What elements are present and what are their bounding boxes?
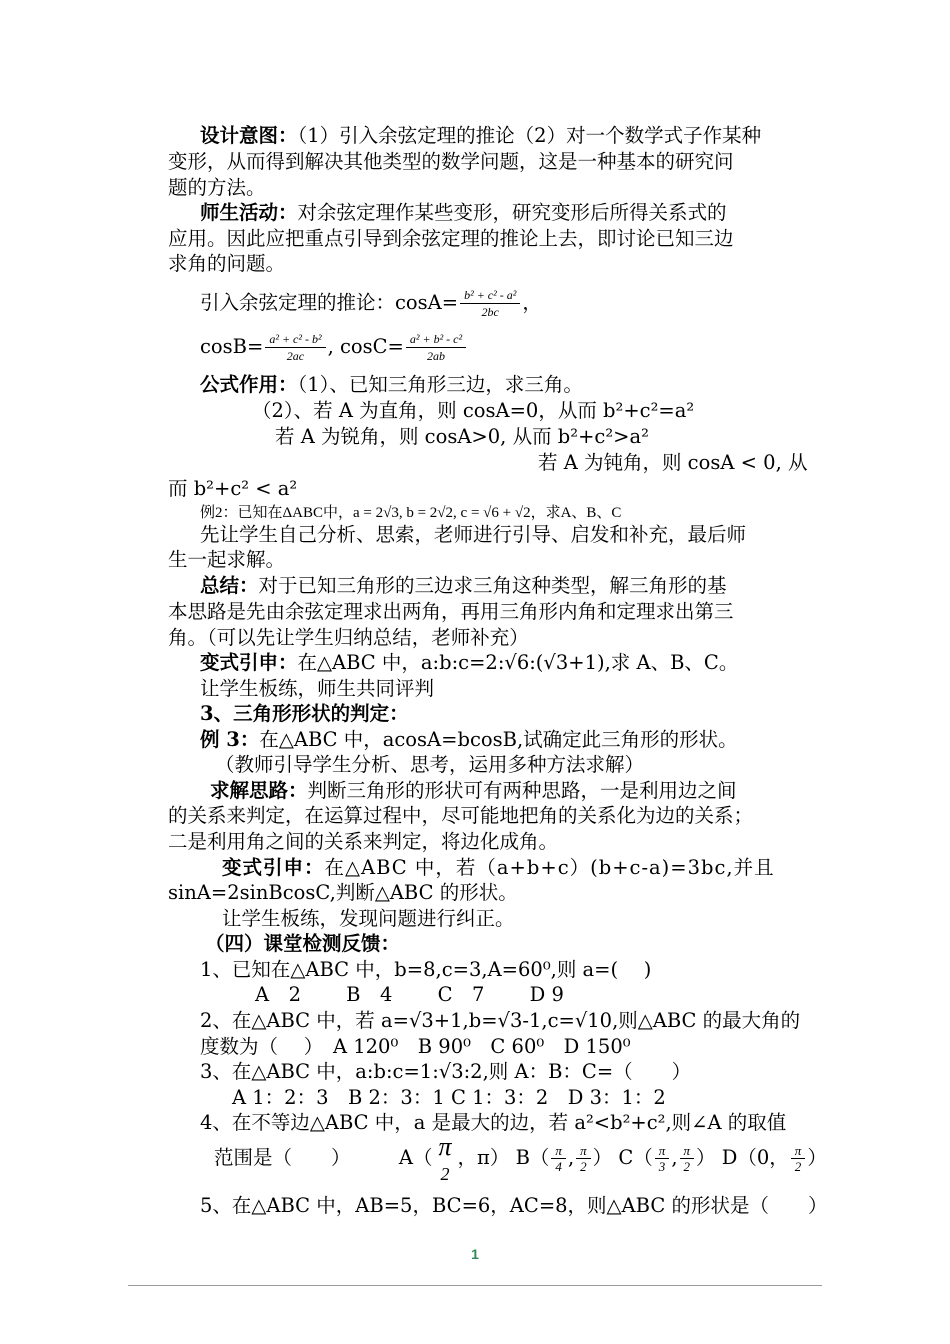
question-3: 3、在△ABC 中，a:b:c=1:√3:2,则 A：B：C=（ ） (200, 1060, 692, 1083)
page-number: 1 (471, 1246, 479, 1262)
formula-line-2: （2）、若 A 为直角，则 cosA=0，从而 b²+c²=a² (252, 399, 695, 422)
question-4-line-1: 4、在不等边△ABC 中，a 是最大的边，若 a²<b²+c²,则∠A 的取值 (200, 1111, 787, 1134)
q4-option-c: C（ $\frac{\pi}{3}$ , $\frac{\pi}{2}$ ） (618, 1143, 716, 1174)
cosA-fraction: $\frac{\text{b² + c² - a²}}{2bc}$ (460, 287, 520, 320)
variant2-label: 变式引申： (222, 856, 325, 879)
intent-line-3: 题的方法。 (168, 176, 266, 199)
activity-line-3: 求角的问题。 (168, 252, 286, 275)
cosB-fraction: $\frac{\text{a² + c² - b²}}{2ac}$ (265, 331, 325, 364)
section4-title: （四）课堂检测反馈： (205, 932, 401, 955)
approach-label: 求解思路： (210, 779, 308, 802)
approach-line-1: 求解思路：判断三角形的形状可有两种思路，一是利用边之间 (210, 779, 737, 802)
q4-option-b: B（ $\frac{\pi}{4}$ , $\frac{\pi}{2}$ ） (515, 1143, 613, 1174)
variant1-line: 变式引申：在△ABC 中，a:b:c=2:√6:(√3+1),求 A、B、C。 (200, 651, 739, 674)
cosC-fraction: $\frac{\text{a² + b² - c²}}{2ab}$ (406, 331, 466, 364)
example3-line: 例 3：在△ABC 中，acosA=bcosB,试确定此三角形的形状。 (200, 728, 738, 751)
example3-label: 例 3： (200, 728, 260, 751)
question-1: 1、已知在△ABC 中，b=8,c=3,A=60⁰,则 a=( ) (200, 958, 652, 981)
approach-line-2: 的关系来判定，在运算过程中，尽可能地把角的关系化为边的关系； (168, 804, 754, 827)
variant2-line-2: sinA=2sinBcosC,判断△ABC 的形状。 (168, 881, 518, 904)
pi-over-2-fraction: π 2 (438, 1131, 452, 1184)
guide-line-1: 先让学生自己分析、思索，老师进行引导、启发和补充，最后师 (200, 523, 747, 546)
footer-divider (128, 1285, 822, 1286)
intent-line-1: 设计意图：（1）引入余弦定理的推论（2）对一个数学式子作某种 (200, 124, 762, 147)
example3-hint: （教师引导学生分析、思考，运用多种方法求解） (215, 753, 645, 776)
corollary-line-2: cosB= $\frac{\text{a² + c² - b²}}{2ac}$ , cosC= $\frac{\text{a² + b² - c²}}{2ab}$ (200, 327, 468, 367)
formula-line-1: 公式作用：（1）、已知三角形三边，求三角。 (200, 373, 583, 396)
activity-label: 师生活动： (200, 201, 298, 224)
summary-label: 总结： (200, 574, 259, 597)
variant2-practice: 让学生板练，发现问题进行纠正。 (222, 907, 515, 930)
corollary-line-1: 引入余弦定理的推论：cosA= $\frac{\text{b² + c² - a²}}{2bc}$ ， (200, 288, 542, 319)
formula-line-4: 若 A 为钝角，则 cosA < 0, 从 (538, 451, 808, 474)
q4-option-a: A（ π 2 ，π） (398, 1131, 510, 1184)
variant2-line-1: 变式引申：在△ABC 中，若（a+b+c）(b+c-a)=3bc,并且 (222, 856, 775, 879)
question-1-options: A 2 B 4 C 7 D 9 (255, 983, 564, 1006)
activity-line-1: 师生活动：对余弦定理作某些变形，研究变形后所得关系式的 (200, 201, 727, 224)
formula-line-5: 而 b²+c² < a² (168, 477, 298, 500)
activity-line-2: 应用。因此应把重点引导到余弦定理的推论上去，即讨论已知三边 (168, 227, 734, 250)
formula-line-3: 若 A 为锐角，则 cosA>0, 从而 b²+c²>a² (275, 425, 649, 448)
question-4-options: 范围是（ ） A（ π 2 ，π） B（ $\frac{\pi}{4}$ , $\frac{\pi}{2}$ ） C（ $\frac{\pi}{3}$ , $\frac{\pi}{2}$ ） D（0， $\frac{\pi}{2}$ ） (214, 1131, 827, 1184)
question-2-line-1: 2、在△ABC 中，若 a=√3+1,b=√3-1,c=√10,则△ABC 的最大角的 (200, 1009, 801, 1032)
approach-line-3: 二是利用角之间的关系来判定，将边化成角。 (168, 830, 559, 853)
summary-line-3: 角。（可以先让学生归纳总结，老师补充） (168, 626, 529, 649)
example-2: 例2：已知在ΔABC中，a = 2√3, b = 2√2, c = √6 + √2，求A、B、C (200, 505, 622, 521)
intent-label: 设计意图： (200, 124, 298, 147)
question-2-line-2: 度数为（ ） A 120⁰ B 90⁰ C 60⁰ D 150⁰ (200, 1035, 631, 1058)
variant1-practice: 让学生板练，师生共同评判 (200, 677, 435, 700)
summary-line-2: 本思路是先由余弦定理求出两角，再用三角形内角和定理求出第三 (168, 600, 734, 623)
question-3-options: A 1：2：3 B 2：3：1 C 1：3：2 D 3：1：2 (232, 1086, 666, 1109)
question-5: 5、在△ABC 中，AB=5，BC=6，AC=8，则△ABC 的形状是（ ） (200, 1194, 828, 1217)
formula-label: 公式作用： (200, 373, 298, 396)
guide-line-2: 生一起求解。 (168, 548, 286, 571)
variant1-label: 变式引申： (200, 651, 298, 674)
intent-line-2: 变形，从而得到解决其他类型的数学问题，这是一种基本的研究问 (168, 150, 734, 173)
summary-line-1: 总结：对于已知三角形的三边求三角这种类型，解三角形的基 (200, 574, 727, 597)
section3-title: 3、三角形形状的判定： (200, 702, 409, 725)
q4-option-d: D（0， $\frac{\pi}{2}$ ） (721, 1143, 827, 1174)
